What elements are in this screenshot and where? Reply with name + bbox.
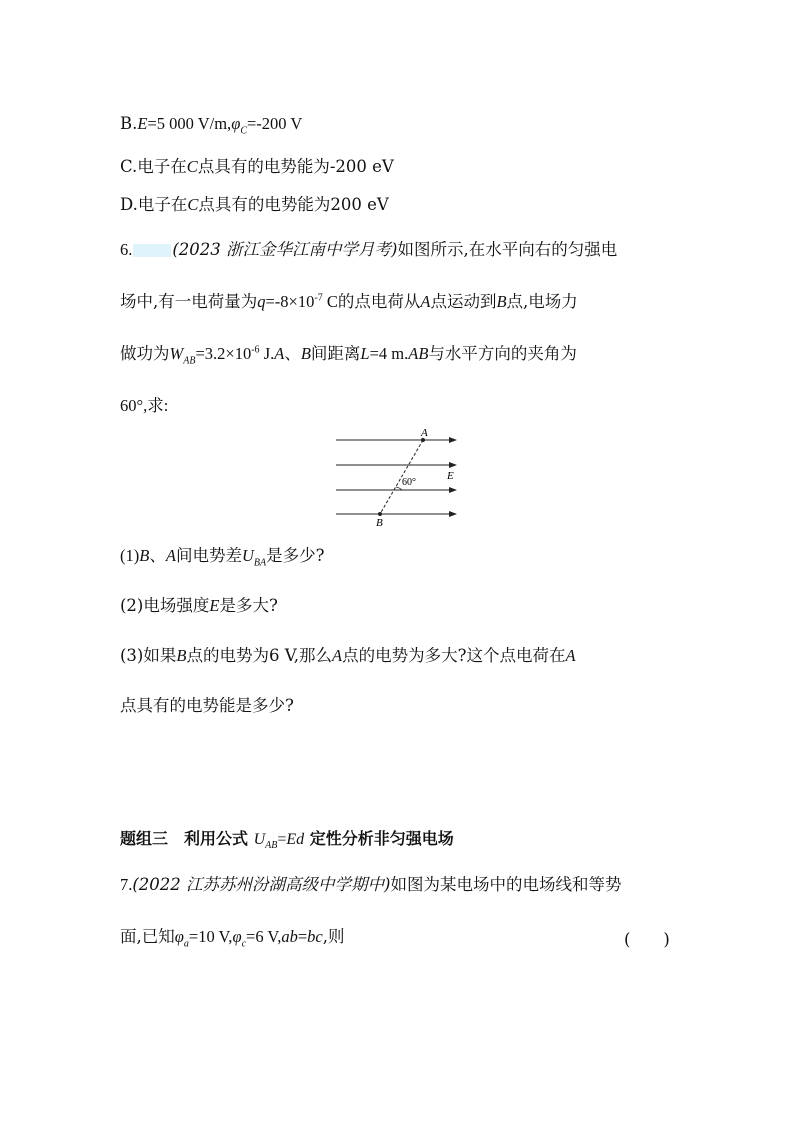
q6-part-3: (3)如果B点的电势为6 V,那么A点的电势为多大?这个点电荷在A bbox=[120, 646, 576, 665]
label-e: E bbox=[447, 470, 454, 482]
difficulty-tag bbox=[133, 244, 171, 257]
q6-part-1: (1)B、A间电势差$U_{BA}$是多少? bbox=[120, 546, 325, 569]
option-d: D.电子在C点具有的电势能为200 eV bbox=[120, 195, 389, 214]
q6-line-2: 场中,有一电荷量为$q=-8\times 10^{-7}$ C的点电荷从A点运动到B点,电场力 bbox=[120, 292, 578, 311]
q7-line-2: 面,已知$\varphi_a=10$ $V,\varphi_c=6$ V,ab=bc,则 bbox=[120, 927, 345, 950]
field-figure bbox=[330, 425, 470, 531]
label-angle: 60° bbox=[402, 477, 416, 488]
label-a: A bbox=[421, 427, 428, 439]
q6-line-1: 6. (2023 浙江金华江南中学月考)如图所示,在水平向右的匀强电 bbox=[120, 240, 618, 259]
option-c: C.电子在C点具有的电势能为-200 eV bbox=[120, 157, 394, 176]
q6-part-3-cont: 点具有的电势能是多少? bbox=[120, 696, 294, 715]
q6-part-2: (2)电场强度E是多大? bbox=[120, 596, 278, 615]
q6-line-4: 60°,求: bbox=[120, 396, 169, 415]
point-b bbox=[378, 512, 382, 516]
answer-blank: ( ) bbox=[624, 930, 670, 949]
label-b: B bbox=[376, 517, 383, 529]
q6-line-3: 做功为$W_{AB}=3.2\times 10^{-6}$ J.A、B间距离L=4 m.AB与水平方向的夹角为 bbox=[120, 344, 577, 367]
section-heading: 题组三 利用公式 $U_{AB}=Ed$ 定性分析非匀强电场 bbox=[120, 829, 454, 852]
q7-line-1: 7.(2022 江苏苏州汾湖高级中学期中)如图为某电场中的电场线和等势 bbox=[120, 875, 622, 894]
option-b: B.E=5 000 $V/m,\varphi_C=-200$ V bbox=[120, 114, 303, 137]
